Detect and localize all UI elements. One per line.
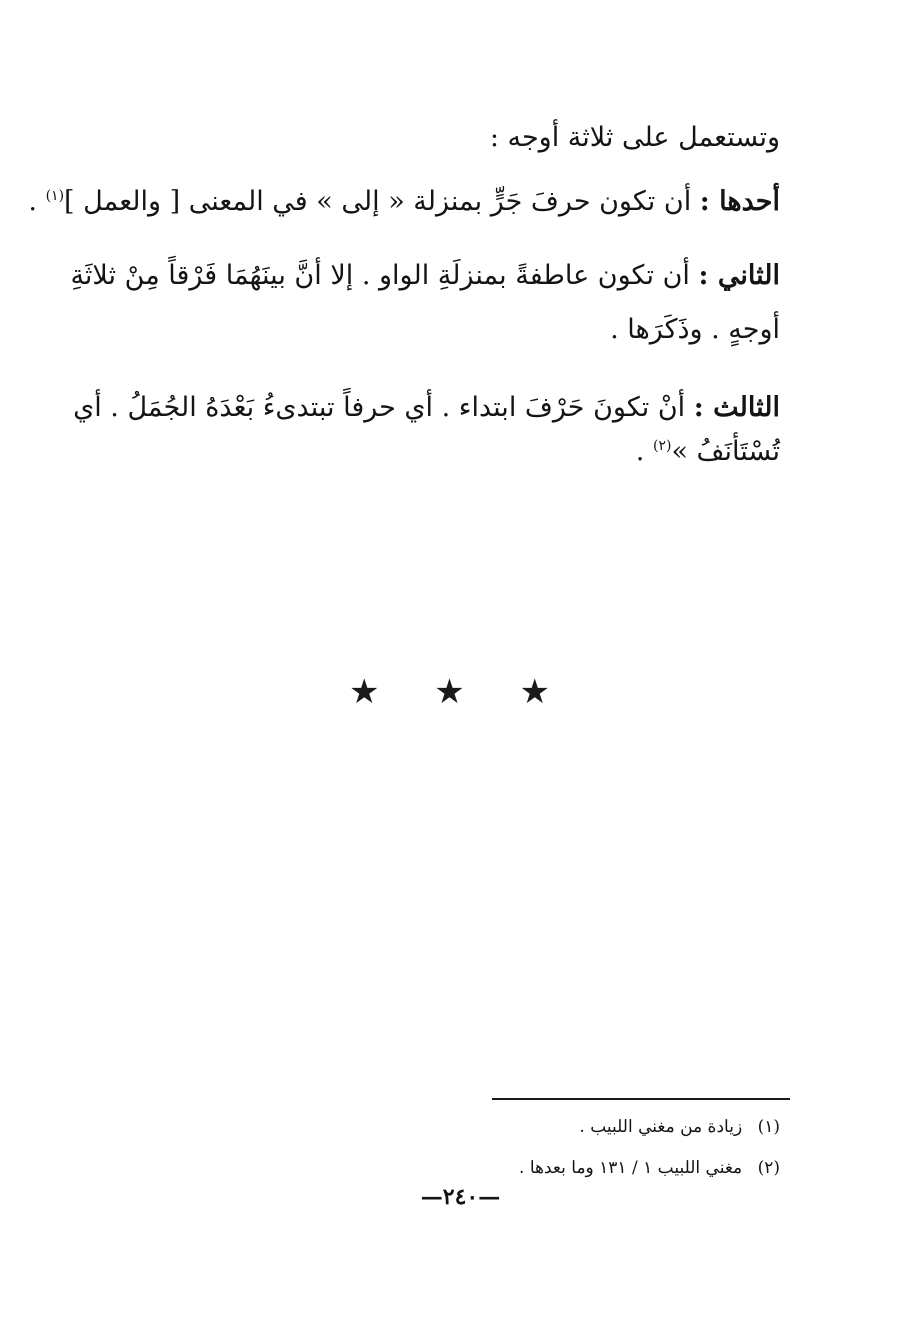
- first-usage-label: أحدها :: [699, 186, 780, 217]
- first-usage-end: .: [28, 186, 37, 217]
- footnote-2-text: مغني اللبيب ١ / ١٣١ وما بعدها .: [519, 1158, 743, 1178]
- third-usage-text: أنْ تكونَ حَرْفَ ابتداء . أي حرفاً تبتدىءُ بَعْدَهُ الجُمَلُ . أي: [73, 392, 686, 423]
- page-number: —٢٤٠—: [420, 1184, 501, 1210]
- footnote-divider: [492, 1098, 790, 1100]
- footnote-ref-2: (٢): [652, 438, 672, 454]
- footnote-2: [519, 1155, 780, 1181]
- section-separator-stars: ★ ★ ★: [348, 672, 573, 712]
- first-usage-line: [28, 182, 780, 222]
- footnote-2-number: (٢): [757, 1158, 780, 1178]
- intro-line: وتستعمل على ثلاثة أوجه :: [489, 122, 780, 153]
- second-usage-text: أن تكون عاطفةً بمنزلَةِ الواو . إلا أنَّ بينَهُمَا فَرْقاً مِنْ ثلاثَةِ: [70, 260, 690, 291]
- second-usage-line: [70, 256, 780, 296]
- third-usage-continuation: [636, 432, 780, 472]
- third-usage-line: [73, 388, 780, 428]
- footnote-ref-1: (١): [45, 188, 65, 204]
- second-usage-label: الثاني :: [698, 260, 780, 291]
- footnote-1: [579, 1114, 780, 1140]
- third-usage-text-end: تُسْتَأنَفُ »: [671, 436, 780, 467]
- third-usage-label: الثالث :: [693, 392, 780, 423]
- footnote-1-number: (١): [757, 1117, 780, 1137]
- second-usage-continuation: أوجهٍ . وذَكَرَها .: [610, 314, 780, 345]
- first-usage-text: أن تكون حرفَ جَرٍّ بمنزلة « إلى » في المعنى [ والعمل ]: [64, 186, 692, 217]
- third-usage-end: .: [635, 436, 645, 467]
- footnote-1-text: زيادة من مغني اللبيب .: [579, 1117, 743, 1137]
